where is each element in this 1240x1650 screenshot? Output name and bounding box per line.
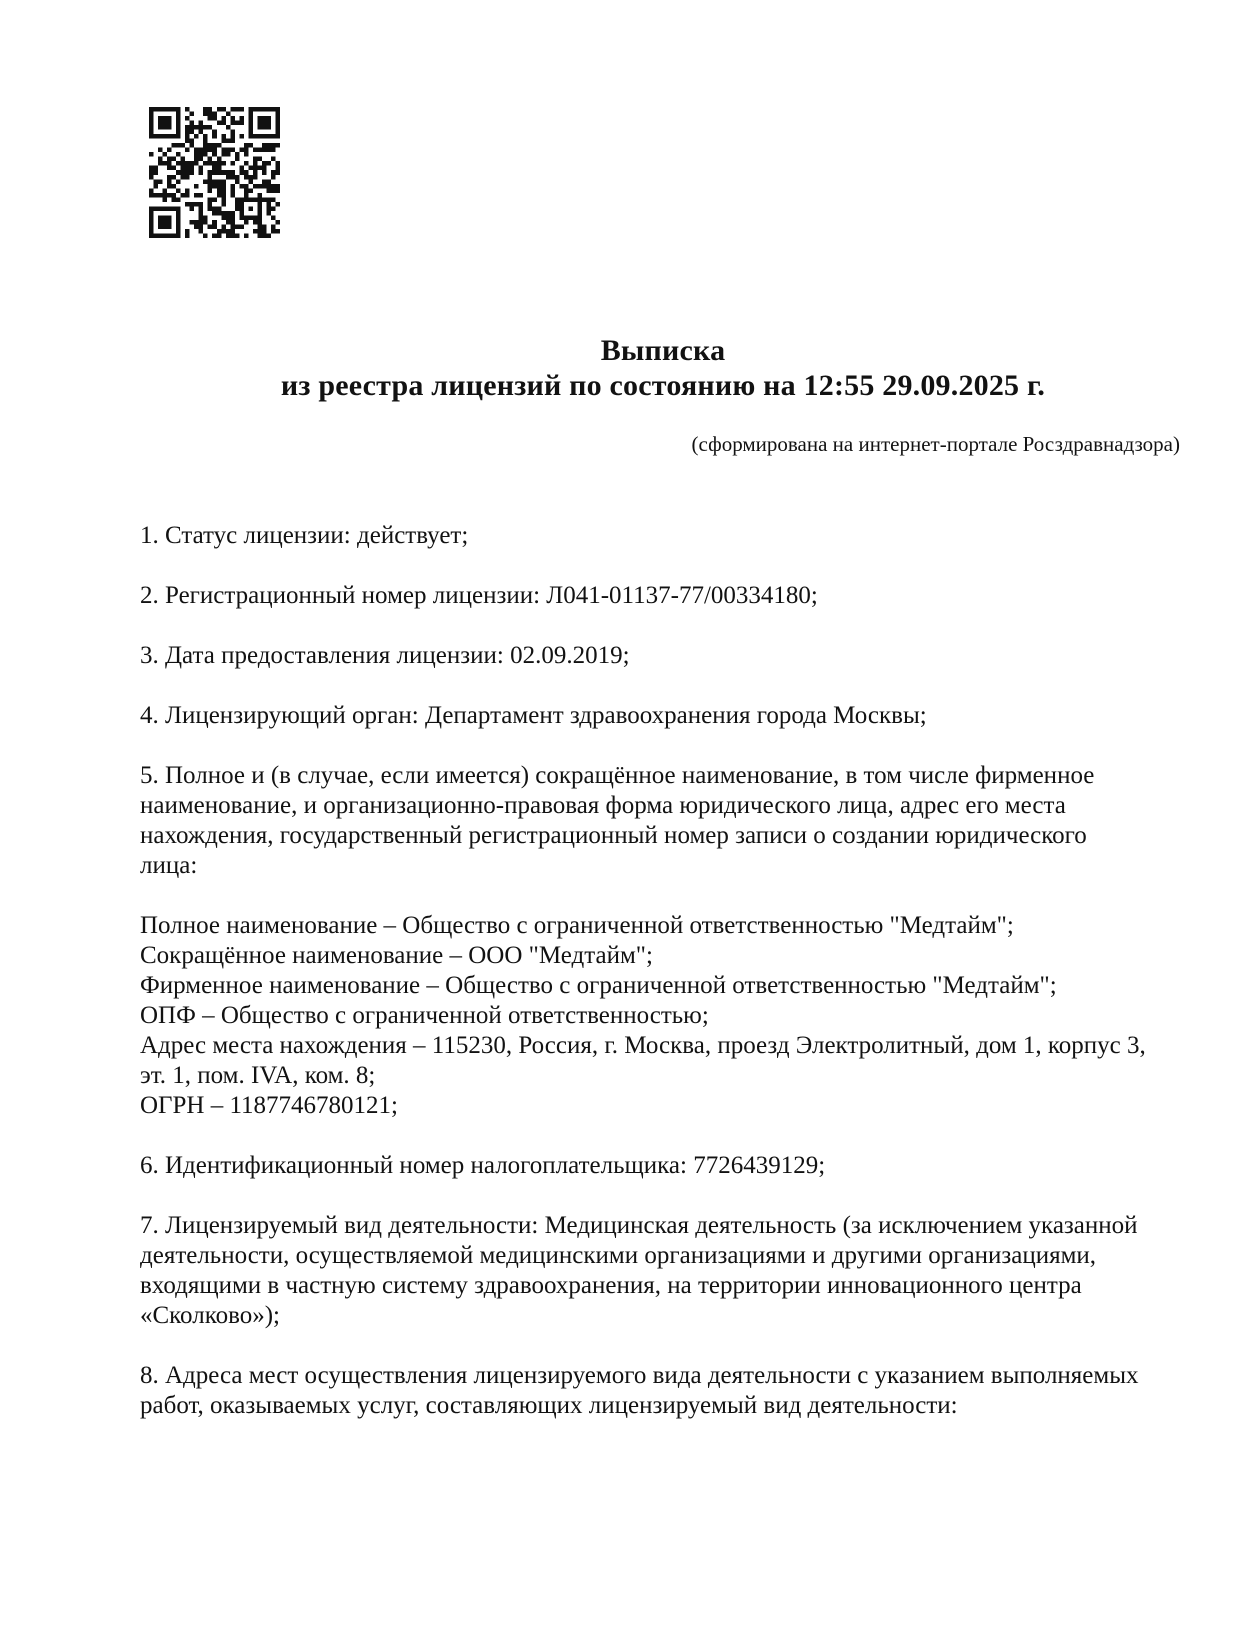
- paragraph-licensing-authority: 4. Лицензирующий орган: Департамент здравоохранения города Москвы;: [140, 702, 927, 729]
- company-ogrn: ОГРН – 1187746780121;: [140, 1092, 398, 1119]
- paragraph-addresses-intro: 8. Адреса мест осуществления лицензируемого вида деятельности с указанием выполняемых работ, оказываемых услуг, составляющих лицензируемый вид деятельности:: [140, 1362, 1139, 1419]
- document-subtitle: (сформирована на интернет-портале Росздравнадзора): [691, 432, 1180, 456]
- qr-code-image: [149, 107, 280, 238]
- paragraph-grant-date: 3. Дата предоставления лицензии: 02.09.2019;: [140, 642, 630, 669]
- company-brand-name: Фирменное наименование – Общество с ограниченной ответственностью "Медтайм";: [140, 972, 1057, 999]
- company-full-name: Полное наименование – Общество с ограниченной ответственностью "Медтайм";: [140, 912, 1014, 939]
- company-details-block: [140, 911, 1150, 1121]
- document-title: [0, 333, 1240, 403]
- document-title-line2: из реестра лицензий по состоянию на 12:55 29.09.2025 г.: [280, 369, 1046, 402]
- paragraph-registration-number: 2. Регистрационный номер лицензии: Л041-01137-77/00334180;: [140, 582, 818, 609]
- paragraph-licensed-activity: 7. Лицензируемый вид деятельности: Медицинская деятельность (за исключением указанной деятельности, осуществляемой медицинскими организациями и другими организациями, входящими в частную систему здравоохранения, на территории инновационного центра «Сколково»);: [140, 1212, 1138, 1329]
- company-legal-form: ОПФ – Общество с ограниченной ответственностью;: [140, 1002, 709, 1029]
- company-short-name: Сокращённое наименование – ООО "Медтайм";: [140, 942, 653, 969]
- paragraph-license-status: 1. Статус лицензии: действует;: [140, 522, 469, 549]
- document-title-line1: Выписка: [600, 334, 726, 367]
- paragraph-taxpayer-number: 6. Идентификационный номер налогоплательщика: 7726439129;: [140, 1152, 826, 1179]
- company-address: Адрес места нахождения – 115230, Россия, г. Москва, проезд Электролитный, дом 1, корпус 3, эт. 1, пом. IVA, ком. 8;: [140, 1032, 1146, 1089]
- document-body: [140, 521, 1150, 1451]
- qr-code: [149, 107, 280, 238]
- paragraph-names-intro: 5. Полное и (в случае, если имеется) сокращённое наименование, в том числе фирменное наименование, и организационно-правовая форма юридического лица, адрес его места нахождения, государственный регистрационный номер записи о создании юридического лица:: [140, 762, 1095, 879]
